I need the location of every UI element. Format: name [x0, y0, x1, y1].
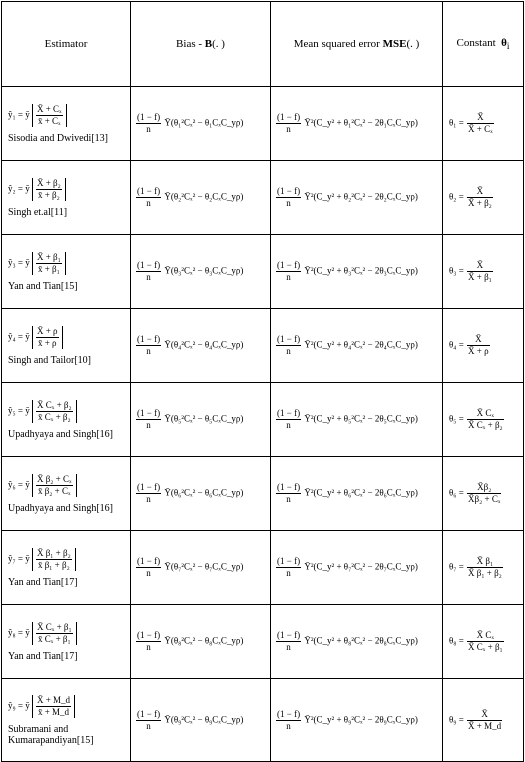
bias-cell: $\frac{(1 - f)}{n}$ Ȳ(θ₃²Cₓ² − θ₃CₓC_yρ) [131, 235, 271, 309]
table-row [2, 161, 524, 235]
estimator-formula: ŷ₄ = ȳ $\frac{X̄ + \rho}{x̄ + \rho}$ [8, 326, 126, 349]
estimator-formula: ŷ₃ = ȳ $\frac{\text{X̄ + β₁}}{\text{x̄ + β₁}}$ [8, 252, 126, 275]
citation: Singh et.al[11] [8, 206, 68, 218]
estimator-formula: ŷ₅ = ȳ $\frac{\text{X̄ Cₓ + β₂}}{\text{x̄ Cₓ + β₂}}$ [8, 400, 126, 423]
bias-cell: $\frac{(1 - f)}{n}$ Ȳ(θ₁²Cₓ² − θ₁CₓC_yρ) [131, 87, 271, 161]
constant-cell: θ₁ = $\frac{X̄}{\text{X̄ + Cₓ}}$ [443, 87, 524, 161]
estimator-cell [2, 531, 131, 605]
citation: Sisodia and Dwivedi[13] [8, 132, 108, 144]
constant-cell: θ₂ = $\frac{X̄}{\text{X̄ + β₂}}$ [443, 161, 524, 235]
table-row [2, 679, 524, 762]
constant-cell: θ₆ = $\frac{\text{X̄β₂}}{\text{X̄β₂ + Cₓ}}$ [443, 457, 524, 531]
estimator-cell [2, 383, 131, 457]
mse-cell: $\frac{(1 - f)}{n}$ Ȳ²(C_y² + θ₅²Cₓ² − 2θ₅CₓC_yρ) [271, 383, 443, 457]
estimator-cell [2, 309, 131, 383]
citation: Subramani and Kumarapandiyan[15] [8, 723, 94, 746]
bracket-fraction: $\frac{\text{X̄ Cₓ + β₂}}{\text{x̄ Cₓ + β₂}}$ [32, 400, 77, 423]
estimator-cell [2, 161, 131, 235]
constant-cell: θ₈ = $\frac{\text{X̄ Cₓ}}{\text{X̄ Cₓ + β₁}}$ [443, 605, 524, 679]
bracket-fraction: $\frac{\text{X̄ Cₓ + β₁}}{\text{x̄ Cₓ + β₁}}$ [32, 622, 77, 645]
constant-cell: θ₇ = $\frac{\text{X̄ β₁}}{\text{X̄ β₁ + β₂}}$ [443, 531, 524, 605]
header-constant: Constant $\theta_i$ [443, 2, 524, 87]
mse-cell: $\frac{(1 - f)}{n}$ Ȳ²(C_y² + θ₁²Cₓ² − 2θ₁CₓC_yρ) [271, 87, 443, 161]
bias-cell: $\frac{(1 - f)}{n}$ Ȳ(θ₅²Cₓ² − θ₅CₓC_yρ) [131, 383, 271, 457]
estimator-cell [2, 235, 131, 309]
citation: Singh and Tailor[10] [8, 354, 91, 366]
header-bias: Bias - B(. ) [131, 2, 271, 87]
mse-cell: $\frac{(1 - f)}{n}$ Ȳ²(C_y² + θ₈²Cₓ² − 2θ₈CₓC_yρ) [271, 605, 443, 679]
bias-cell: $\frac{(1 - f)}{n}$ Ȳ(θ₈²Cₓ² − θ₈CₓC_yρ) [131, 605, 271, 679]
mse-cell: $\frac{(1 - f)}{n}$ Ȳ²(C_y² + θ₇²Cₓ² − 2θ₇CₓC_yρ) [271, 531, 443, 605]
header-estimator: Estimator [2, 2, 131, 87]
estimator-formula: ŷ₆ = ȳ $\frac{\text{X̄ β₂ + Cₓ}}{\text{x̄ β₂ + Cₓ}}$ [8, 474, 126, 497]
table-row [2, 531, 524, 605]
estimator-formula: ŷ₉ = ȳ $\frac{X̄ + M\_d}{x̄ + M\_d}$ [8, 695, 126, 718]
bracket-fraction: $\frac{\text{X̄ + β₂}}{\text{x̄ + β₂}}$ [32, 178, 66, 201]
bracket-fraction: $\frac{X̄ + M\_d}{x̄ + M\_d}$ [32, 695, 75, 718]
header-row [2, 2, 524, 87]
bracket-fraction: $\frac{\text{X̄ + β₁}}{\text{x̄ + β₁}}$ [32, 252, 66, 275]
table-row [2, 383, 524, 457]
constant-cell: θ₄ = $\frac{X̄}{X̄ + \rho}$ [443, 309, 524, 383]
citation: Yan and Tian[17] [8, 576, 78, 588]
estimator-table [1, 1, 524, 762]
estimator-cell [2, 605, 131, 679]
estimator-formula: ŷ₁ = ȳ $\frac{\text{X̄ + Cₓ}}{\text{x̄ + Cₓ}}$ [8, 104, 126, 127]
citation: Upadhyaya and Singh[16] [8, 428, 113, 440]
mse-cell: $\frac{(1 - f)}{n}$ Ȳ²(C_y² + θ₆²Cₓ² − 2θ₆CₓC_yρ) [271, 457, 443, 531]
mse-cell: $\frac{(1 - f)}{n}$ Ȳ²(C_y² + θ₂²Cₓ² − 2θ₂CₓC_yρ) [271, 161, 443, 235]
estimator-formula: ŷ₈ = ȳ $\frac{\text{X̄ Cₓ + β₁}}{\text{x̄ Cₓ + β₁}}$ [8, 622, 126, 645]
table-row [2, 87, 524, 161]
mse-cell: $\frac{(1 - f)}{n}$ Ȳ²(C_y² + θ₄²Cₓ² − 2θ₄CₓC_yρ) [271, 309, 443, 383]
header-mse: Mean squared error MSE(. ) [271, 2, 443, 87]
table-row [2, 235, 524, 309]
mse-cell: $\frac{(1 - f)}{n}$ Ȳ²(C_y² + θ₃²Cₓ² − 2θ₃CₓC_yρ) [271, 235, 443, 309]
mse-cell: $\frac{(1 - f)}{n}$ Ȳ²(C_y² + θ₉²Cₓ² − 2θ₉CₓC_yρ) [271, 679, 443, 762]
estimator-cell [2, 87, 131, 161]
table-row [2, 605, 524, 679]
bracket-fraction: $\frac{\text{X̄ + Cₓ}}{\text{x̄ + Cₓ}}$ [32, 104, 67, 127]
bias-cell: $\frac{(1 - f)}{n}$ Ȳ(θ₄²Cₓ² − θ₄CₓC_yρ) [131, 309, 271, 383]
bias-cell: $\frac{(1 - f)}{n}$ Ȳ(θ₉²Cₓ² − θ₉CₓC_yρ) [131, 679, 271, 762]
bias-cell: $\frac{(1 - f)}{n}$ Ȳ(θ₇²Cₓ² − θ₇CₓC_yρ) [131, 531, 271, 605]
bracket-fraction: $\frac{\text{X̄ β₁ + β₂}}{\text{x̄ β₁ + β₂}}$ [32, 548, 76, 571]
estimator-cell [2, 679, 131, 762]
bias-cell: $\frac{(1 - f)}{n}$ Ȳ(θ₆²Cₓ² − θ₆CₓC_yρ) [131, 457, 271, 531]
bracket-fraction: $\frac{X̄ + \rho}{x̄ + \rho}$ [32, 326, 63, 349]
estimator-formula: ŷ₂ = ȳ $\frac{\text{X̄ + β₂}}{\text{x̄ + β₂}}$ [8, 178, 126, 201]
citation: Yan and Tian[17] [8, 650, 78, 662]
constant-cell: θ₅ = $\frac{\text{X̄ Cₓ}}{\text{X̄ Cₓ + β₂}}$ [443, 383, 524, 457]
citation: Upadhyaya and Singh[16] [8, 502, 113, 514]
bias-cell: $\frac{(1 - f)}{n}$ Ȳ(θ₂²Cₓ² − θ₂CₓC_yρ) [131, 161, 271, 235]
constant-cell: θ₃ = $\frac{X̄}{\text{X̄ + β₁}}$ [443, 235, 524, 309]
table-row [2, 457, 524, 531]
bracket-fraction: $\frac{\text{X̄ β₂ + Cₓ}}{\text{x̄ β₂ + Cₓ}}$ [32, 474, 77, 497]
estimator-formula: ŷ₇ = ȳ $\frac{\text{X̄ β₁ + β₂}}{\text{x̄ β₁ + β₂}}$ [8, 548, 126, 571]
citation: Yan and Tian[15] [8, 280, 78, 292]
table-row [2, 309, 524, 383]
estimator-cell [2, 457, 131, 531]
constant-cell: θ₉ = $\frac{X̄}{X̄ + M\_d}$ [443, 679, 524, 762]
